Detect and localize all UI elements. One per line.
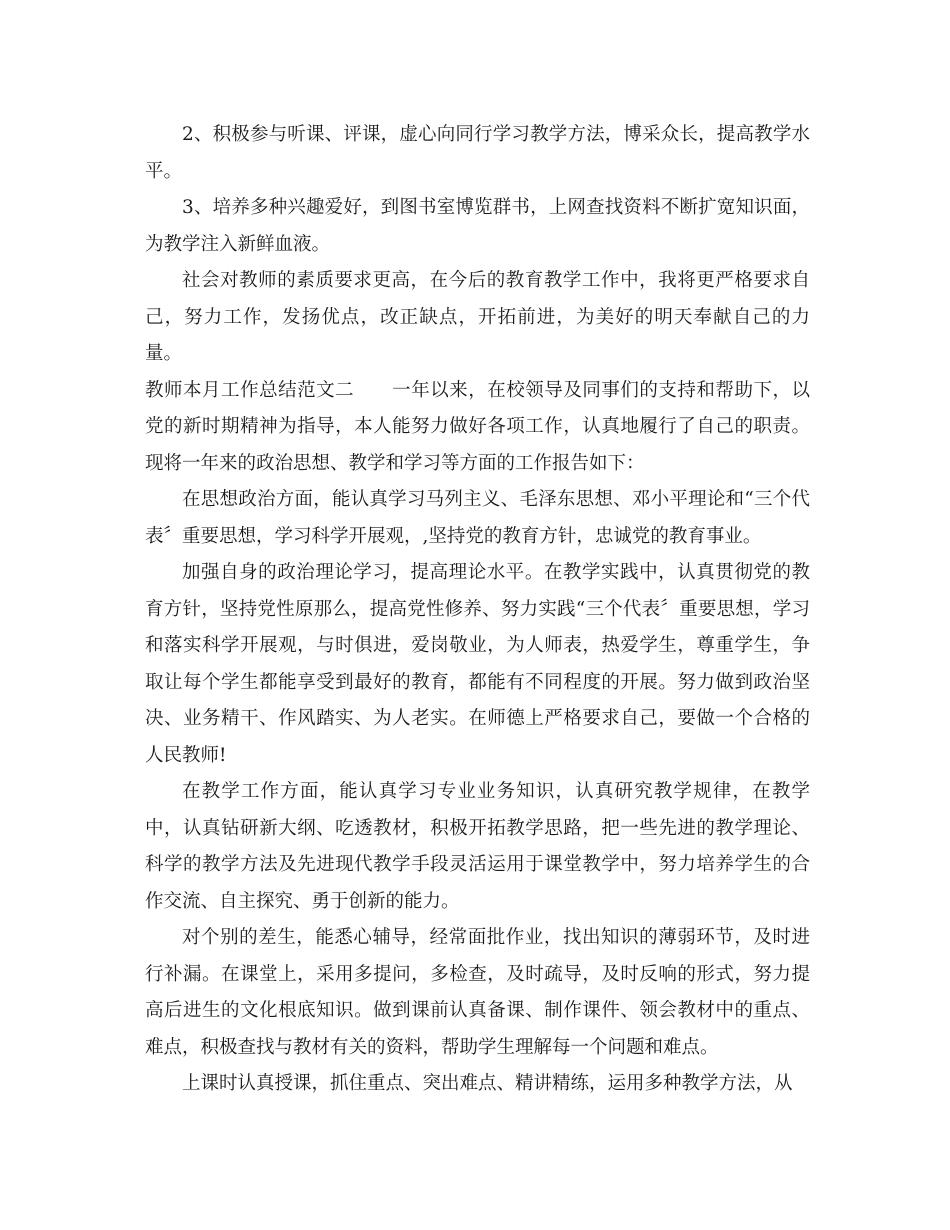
paragraph-political-thought: 在思想政治方面，能认真学习马列主义、毛泽东思想、邓小平理论和“三个代表〞重要思想，学习科学开展观，,坚持党的教育方针，忠诚党的教育事业。 xyxy=(145,489,810,547)
paragraph-item-2: 2、积极参与听课、评课，虚心向同行学习教学方法，博采众长，提高教学水平。 xyxy=(145,124,810,182)
paragraph-section-two-intro: 教师本月工作总结范文二 一年以来，在校领导及同事们的支持和帮助下，以党的新时期精神为指导，本人能努力做好各项工作，认真地履行了自己的职责。现将一年来的政治思想、教学和学习等方面的工作报告如下： xyxy=(145,379,810,474)
paragraph-struggling-students: 对个别的差生，能悉心辅导，经常面批作业，找出知识的薄弱环节，及时进行补漏。在课堂上，采用多提问，多检查，及时疏导，及时反响的形式，努力提高后进生的文化根底知识。做到课前认真备课、制作课件、领会教材中的重点、难点，积极查找与教材有关的资料，帮助学生理解每一个问题和难点。 xyxy=(145,927,810,1058)
paragraph-item-3: 3、培养多种兴趣爱好，到图书室博览群书，上网查找资料不断扩宽知识面，为教学注入新鲜血液。 xyxy=(145,197,810,255)
document-body xyxy=(145,117,810,1103)
paragraph-political-theory: 加强自身的政治理论学习，提高理论水平。在教学实践中，认真贯彻党的教育方针，坚持党性原那么，提高党性修养、努力实践“三个代表〞重要思想，学习和落实科学开展观，与时俱进，爱岗敬业，为人师表，热爱学生，尊重学生，争取让每个学生都能享受到最好的教育，都能有不同程度的开展。努力做到政治坚决、业务精干、作风踏实、为人老实。在师德上严格要求自己，要做一个合格的人民教师! xyxy=(145,562,810,766)
paragraph-teaching-work: 在教学工作方面，能认真学习专业业务知识，认真研究教学规律，在教学中，认真钻研新大纲、吃透教材，积极开拓教学思路，把一些先进的教学理论、科学的教学方法及先进现代教学手段灵活运用于课堂教学中，努力培养学生的合作交流、自主探究、勇于创新的能力。 xyxy=(145,781,810,912)
paragraph-class-teaching: 上课时认真授课，抓住重点、突出难点、精讲精练，运用多种教学方法，从 xyxy=(182,1073,793,1094)
paragraph-society-requirements: 社会对教师的素质要求更高，在今后的教育教学工作中，我将更严格要求自己，努力工作，发扬优点，改正缺点，开拓前进，为美好的明天奉献自己的力量。 xyxy=(145,270,810,364)
